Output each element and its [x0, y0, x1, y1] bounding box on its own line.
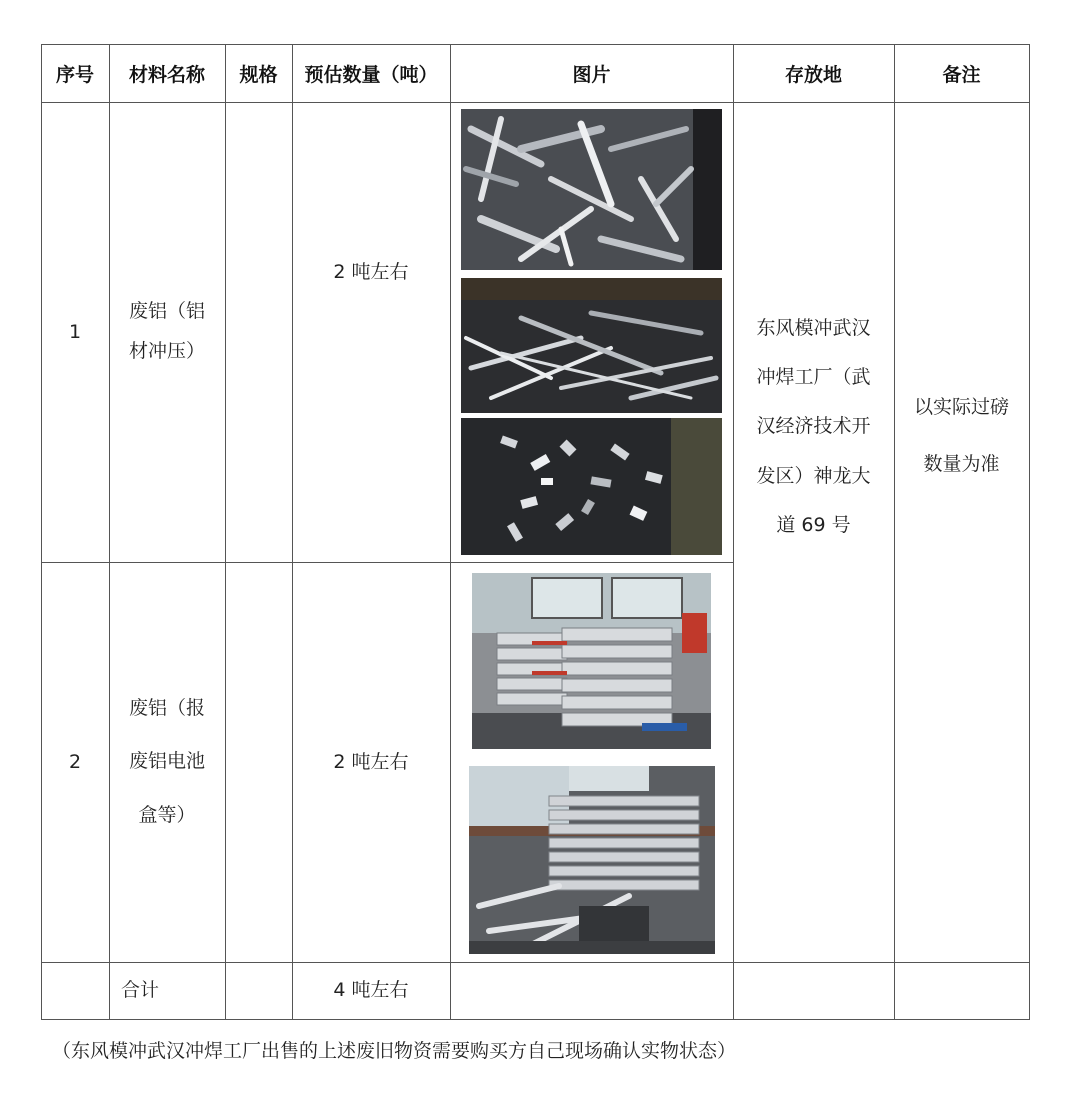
- location-line: 汉经济技术开: [756, 415, 871, 438]
- scrap-aluminum-photo-2: [461, 278, 722, 413]
- header-spec: 规格: [239, 63, 278, 86]
- table-border-bottom: [41, 1019, 1030, 1020]
- header-remarks: 备注: [942, 63, 981, 86]
- footnote: （东风模冲武汉冲焊工厂出售的上述废旧物资需要购买方自己现场确认实物状态）: [52, 1040, 737, 1062]
- remarks: [894, 102, 1029, 962]
- remark-line: 以实际过磅: [913, 396, 1009, 418]
- scrap-battery-box-photo-2: [469, 766, 715, 954]
- materials-table: [41, 44, 1030, 1020]
- row-1-quantity: 2 吨左右: [333, 260, 409, 283]
- material-line: 材冲压）: [128, 340, 205, 362]
- total-label: 合计: [121, 979, 160, 1002]
- row-2-material-name: [109, 562, 225, 962]
- location-line: 冲焊工厂（武: [756, 365, 871, 388]
- header-location: 存放地: [784, 63, 842, 86]
- location-line: 发区）神龙大: [756, 464, 871, 487]
- row-2-index: 2: [68, 750, 82, 773]
- header-photo: 图片: [572, 63, 611, 86]
- material-line: 废铝（报: [128, 697, 205, 720]
- material-line: 盒等）: [138, 803, 196, 826]
- location-line: 道 69 号: [776, 514, 851, 537]
- material-line: 废铝电池: [128, 750, 205, 773]
- total-quantity: 4 吨左右: [333, 979, 409, 1002]
- row-1-index: 1: [68, 320, 82, 343]
- storage-location: [733, 102, 894, 962]
- header-quantity: 预估数量（吨）: [304, 63, 438, 86]
- row-2-quantity: 2 吨左右: [333, 750, 409, 773]
- scrap-aluminum-photo-3: [461, 418, 722, 555]
- scrap-battery-box-photo-1: [472, 573, 711, 749]
- row-1-material-name: [109, 102, 225, 562]
- scrap-aluminum-photo-1: [461, 109, 722, 270]
- col-line: [450, 44, 451, 1020]
- row-1-spec: [225, 102, 292, 562]
- header-material-name: 材料名称: [128, 63, 205, 86]
- remark-line: 数量为准: [923, 453, 1000, 475]
- row-2-spec: [225, 562, 292, 962]
- col-line: [1029, 44, 1030, 1020]
- material-line: 废铝（铝: [128, 300, 205, 323]
- location-line: 东风模冲武汉: [756, 316, 871, 339]
- header-index: 序号: [55, 63, 94, 86]
